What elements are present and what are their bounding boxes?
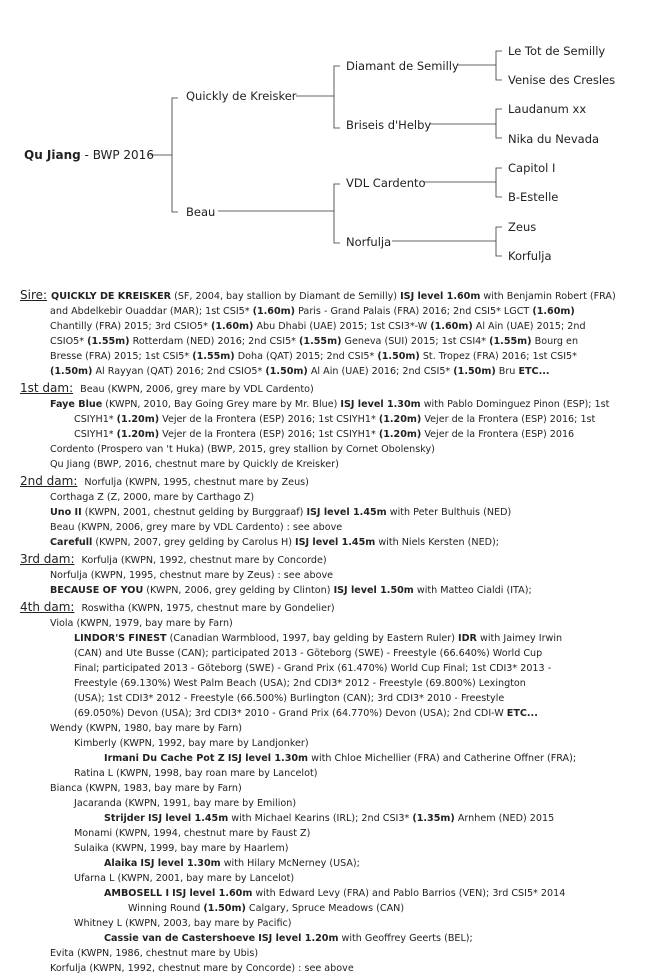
offspring-entry: Beau (KWPN, 2006, grey mare by VDL Cardento) : see above: [50, 522, 343, 533]
fourth-dam-info: Roswitha (KWPN, 1975, chestnut mare by Gondelier): [78, 603, 335, 614]
offspring-results: CSIYH1* (1.20m) Vejer de la Frontera (ESP) 2016; 1st CSIYH1* (1.20m) Vejer de la Frontera (ESP) 2016; 1st CSIYH1* (1.20m) Vejer de la Frontera (ESP) 2016; 1st CSIYH1* (1.20m) Vejer de la Frontera (ESP) 2016: [74, 414, 596, 440]
offspring-results: (CAN) and Ute Busse (CAN); participated 2013 - Göteborg (SWE) - Freestyle (66.640%) World Cup Final; participated 2013 - Göteborg (SWE) - Grand Prix (61.470%) World Cup Final; 1st CDI3* 2013 - Freestyle (69.130%) West Palm Beach (USA); 2nd CDI3* 2012 - Freestyle (69.800%) Lexington (USA); 1st CDI3* 2012 - Freestyle (66.500%) Burlington (CAN); 3rd CDI3* 2010 - Freestyle (69.050%) Devon (USA); 3rd CDI3* 2010 - Grand Prix (64.770%) Devon (USA); 2nd CDI-W ETC...: [74, 648, 552, 719]
offspring-results: Winning Round (1.50m) Calgary, Spruce Meadows (CAN): [128, 903, 405, 914]
tree-connector: [496, 227, 502, 256]
gen3-node: Le Tot de Semilly: [508, 44, 606, 58]
gen3-node: Korfulja: [508, 249, 552, 263]
offspring-entry: Korfulja (KWPN, 1992, chestnut mare by Concorde) : see above: [50, 963, 354, 974]
tree-connector: [334, 66, 340, 128]
second-dam-heading: 2nd dam:: [20, 474, 78, 488]
offspring-entry: Whitney L (KWPN, 2003, bay mare by Pacific): [74, 918, 292, 929]
offspring-entry: Strijder ISJ level 1.45m with Michael Kearins (IRL); 2nd CSI3* (1.35m) Arnhem (NED) 2015: [104, 813, 555, 824]
second-dam-info: Norfulja (KWPN, 1995, chestnut mare by Zeus): [81, 477, 309, 488]
offspring-entry: Alaika ISJ level 1.30m with Hilary McNerney (USA);: [104, 858, 360, 869]
offspring-entry: BECAUSE OF YOU (KWPN, 2006, grey gelding by Clinton) ISJ level 1.50m with Matteo Cialdi (ITA);: [50, 585, 532, 596]
first-dam-heading: 1st dam:: [20, 381, 74, 395]
tree-connector: [334, 184, 340, 243]
sire-rider: with Benjamin Robert (FRA): [480, 291, 616, 302]
tree-connector: [496, 109, 502, 138]
fourth-dam-heading: 4th dam:: [20, 600, 75, 614]
sire-entry: [20, 288, 645, 304]
gen3-node: B-Estelle: [508, 190, 559, 204]
offspring-entry: Bianca (KWPN, 1983, bay mare by Farn): [50, 783, 242, 794]
sire-name: QUICKLY DE KREISKER: [51, 291, 172, 302]
sire-dam-node: Briseis d'Helby: [346, 118, 432, 132]
offspring-entry: Faye Blue (KWPN, 2010, Bay Going Grey mare by Mr. Blue) ISJ level 1.30m with Pablo Dominguez Pinon (ESP); 1st: [50, 399, 610, 410]
third-dam-entry: [20, 552, 645, 568]
root-horse: [24, 148, 154, 162]
offspring-entry: Corthaga Z (Z, 2000, mare by Carthago Z): [50, 492, 255, 503]
offspring-entry: Ufarna L (KWPN, 2001, bay mare by Lancelot): [74, 873, 295, 884]
fourth-dam-entry: [20, 600, 645, 616]
offspring-entry: Carefull (KWPN, 2007, grey gelding by Carolus H) ISJ level 1.45m with Niels Kersten (NED);: [50, 537, 499, 548]
sire-level: ISJ level 1.60m: [400, 291, 481, 302]
dam-dam-node: Norfulja: [346, 235, 392, 249]
dam-sire-node: VDL Cardento: [346, 176, 426, 190]
root-horse-name: Qu Jiang: [24, 148, 81, 162]
offspring-entry: Norfulja (KWPN, 1995, chestnut mare by Zeus) : see above: [50, 570, 334, 581]
third-dam-info: Korfulja (KWPN, 1992, chestnut mare by Concorde): [78, 555, 327, 566]
offspring-entry: Cordento (Prospero van 't Huka) (BWP, 2015, grey stallion by Cornet Obolensky): [50, 444, 435, 455]
offspring-entry: Viola (KWPN, 1979, bay mare by Farn): [50, 618, 233, 629]
tree-connector: [496, 51, 502, 80]
pedigree-details: [20, 288, 645, 976]
offspring-entry: Wendy (KWPN, 1980, bay mare by Farn): [50, 723, 243, 734]
third-dam-heading: 3rd dam:: [20, 552, 75, 566]
root-horse-breed: - BWP 2016: [80, 148, 154, 162]
gen3-node: Zeus: [508, 220, 537, 234]
offspring-entry: Ratina L (KWPN, 1998, bay roan mare by Lancelot): [74, 768, 318, 779]
offspring-entry: Jacaranda (KWPN, 1991, bay mare by Emilion): [74, 798, 297, 809]
gen3-node: Capitol I: [508, 161, 556, 175]
sire-node: Quickly de Kreisker: [186, 89, 297, 103]
more-link[interactable]: ETC...: [518, 366, 550, 377]
tree-connector: [172, 98, 178, 212]
offspring-entry: Kimberly (KWPN, 1992, bay mare by Landjonker): [74, 738, 309, 749]
sire-heading: Sire:: [20, 288, 48, 302]
offspring-entry: Sulaika (KWPN, 1999, bay mare by Haarlem): [74, 843, 289, 854]
second-dam-entry: [20, 474, 645, 490]
offspring-entry: LINDOR'S FINEST (Canadian Warmblood, 1997, bay gelding by Eastern Ruler) IDR with Jaimey Irwin: [74, 633, 563, 644]
dam-node: Beau: [186, 205, 216, 219]
offspring-entry: Cassie van de Castershoeve ISJ level 1.20m with Geoffrey Geerts (BEL);: [104, 933, 473, 944]
more-link[interactable]: ETC...: [506, 708, 538, 719]
sire-results: and Abdelkebir Ouaddar (MAR); 1st CSI5* (1.60m) Paris - Grand Palais (FRA) 2016; 2nd CSI5* LGCT (1.60m) Chantilly (FRA) 2015; 3rd CSIO5* (1.60m) Abu Dhabi (UAE) 2015; 1st CSI3*-W (1.60m) Al Ain (UAE) 2015; 2nd CSIO5* (1.55m) Rotterdam (NED) 2016; 2nd CSI5* (1.55m) Geneva (SUI) 2015; 1st CSI4* (1.55m) Bourg en Bresse (FRA) 2015; 1st CSI5* (1.55m) Doha (QAT) 2015; 2nd CSI5* (1.50m) St. Tropez (FRA) 2016; 1st CSI5* (1.50m) Al Rayyan (QAT) 2016; 2nd CSIO5* (1.50m) Al Ain (UAE) 2016; 2nd CSI5* (1.50m) Bru ETC...: [50, 306, 586, 377]
gen3-node: Laudanum xx: [508, 102, 587, 116]
offspring-entry: Qu Jiang (BWP, 2016, chestnut mare by Quickly de Kreisker): [50, 459, 339, 470]
offspring-entry: Uno II (KWPN, 2001, chestnut gelding by Burggraaf) ISJ level 1.45m with Peter Bulthuis (NED): [50, 507, 512, 518]
gen3-node: Venise des Cresles: [508, 73, 616, 87]
offspring-entry: Irmani Du Cache Pot Z ISJ level 1.30m with Chloe Michellier (FRA) and Catherine Offner (FRA);: [104, 753, 577, 764]
first-dam-info: Beau (KWPN, 2006, grey mare by VDL Cardento): [77, 384, 314, 395]
gen3-node: Nika du Nevada: [508, 132, 600, 146]
sire-sire-node: Diamant de Semilly: [346, 59, 459, 73]
offspring-entry: Monami (KWPN, 1994, chestnut mare by Faust Z): [74, 828, 311, 839]
tree-connector: [496, 168, 502, 197]
offspring-entry: Evita (KWPN, 1986, chestnut mare by Ubis): [50, 948, 259, 959]
sire-info: (SF, 2004, bay stallion by Diamant de Semilly): [171, 291, 401, 302]
first-dam-entry: [20, 381, 645, 397]
offspring-entry: AMBOSELL I ISJ level 1.60m with Edward Levy (FRA) and Pablo Barrios (VEN); 3rd CSI5* 2014: [104, 888, 566, 899]
